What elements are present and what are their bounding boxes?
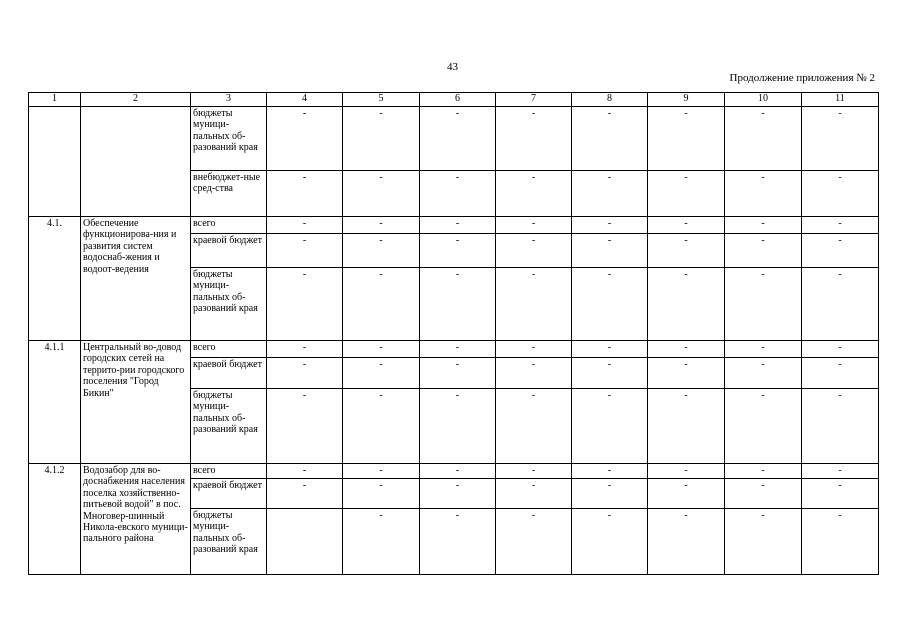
funding-source-cell: бюджеты муници-пальных об-разований края	[191, 268, 267, 341]
value-cell: -	[343, 171, 420, 217]
value-cell: -	[496, 358, 572, 389]
value-cell: -	[725, 479, 802, 509]
funding-source-cell: бюджеты муници-пальных об-разований края	[191, 509, 267, 575]
value-cell: -	[420, 509, 496, 575]
table-row	[29, 464, 879, 479]
value-cell: -	[343, 358, 420, 389]
funding-source-cell: краевой бюджет	[191, 234, 267, 268]
value-cell: -	[725, 234, 802, 268]
value-cell: -	[802, 268, 879, 341]
funding-source-cell: всего	[191, 464, 267, 479]
page-number: 43	[447, 61, 458, 73]
header-row	[29, 93, 879, 107]
value-cell: -	[420, 389, 496, 464]
value-cell: -	[648, 358, 725, 389]
value-cell: -	[496, 171, 572, 217]
budget-table	[28, 92, 879, 575]
funding-source-cell: краевой бюджет	[191, 358, 267, 389]
value-cell: -	[496, 217, 572, 234]
value-cell: -	[648, 234, 725, 268]
value-cell	[267, 509, 343, 575]
value-cell: -	[420, 171, 496, 217]
value-cell: -	[343, 389, 420, 464]
value-cell: -	[496, 341, 572, 358]
value-cell: -	[343, 268, 420, 341]
row-number-cell	[29, 107, 81, 217]
annex-caption: Продолжение приложения № 2	[729, 72, 875, 84]
value-cell: -	[572, 479, 648, 509]
value-cell: -	[572, 107, 648, 171]
value-cell: -	[572, 171, 648, 217]
value-cell: -	[496, 234, 572, 268]
value-cell: -	[648, 341, 725, 358]
value-cell: -	[420, 234, 496, 268]
column-header: 9	[648, 93, 725, 107]
table-body	[29, 107, 879, 575]
value-cell: -	[802, 171, 879, 217]
value-cell: -	[420, 107, 496, 171]
column-header: 11	[802, 93, 879, 107]
value-cell: -	[267, 107, 343, 171]
value-cell: -	[802, 341, 879, 358]
value-cell: -	[648, 171, 725, 217]
value-cell: -	[648, 217, 725, 234]
value-cell: -	[496, 268, 572, 341]
value-cell: -	[496, 389, 572, 464]
value-cell: -	[648, 464, 725, 479]
value-cell: -	[267, 217, 343, 234]
value-cell: -	[496, 107, 572, 171]
value-cell: -	[267, 341, 343, 358]
column-header: 3	[191, 93, 267, 107]
value-cell: -	[267, 358, 343, 389]
activity-name-cell: Обеспечение функционирова-ния и развития систем водоснаб-жения и водоот-ведения	[81, 217, 191, 341]
funding-source-cell: всего	[191, 341, 267, 358]
funding-source-cell: всего	[191, 217, 267, 234]
value-cell: -	[343, 479, 420, 509]
value-cell: -	[572, 358, 648, 389]
activity-name-cell: Водозабор для во-доснабжения населения поселка хозяйственно-питьевой водой" в пос. Многовер-шинный Никола-евского муници-пального района	[81, 464, 191, 575]
value-cell: -	[572, 217, 648, 234]
value-cell: -	[725, 341, 802, 358]
funding-source-cell: бюджеты муници-пальных об-разований края	[191, 389, 267, 464]
value-cell: -	[802, 217, 879, 234]
value-cell: -	[725, 464, 802, 479]
value-cell: -	[496, 509, 572, 575]
value-cell: -	[572, 234, 648, 268]
value-cell: -	[496, 479, 572, 509]
value-cell: -	[725, 358, 802, 389]
row-number-cell: 4.1.1	[29, 341, 81, 464]
activity-name-cell: Центральный во-довод городских сетей на террито-рии городского поселения "Город Бикин"	[81, 341, 191, 464]
value-cell: -	[648, 509, 725, 575]
table-row	[29, 107, 879, 171]
value-cell: -	[572, 509, 648, 575]
value-cell: -	[267, 479, 343, 509]
value-cell: -	[725, 268, 802, 341]
value-cell: -	[343, 217, 420, 234]
value-cell: -	[267, 389, 343, 464]
funding-source-cell: краевой бюджет	[191, 479, 267, 509]
value-cell: -	[802, 107, 879, 171]
value-cell: -	[725, 389, 802, 464]
value-cell: -	[267, 234, 343, 268]
value-cell: -	[648, 268, 725, 341]
funding-source-cell: бюджеты муници-пальных об-разований края	[191, 107, 267, 171]
funding-source-cell: внебюджет-ные сред-ства	[191, 171, 267, 217]
value-cell: -	[725, 107, 802, 171]
value-cell: -	[420, 479, 496, 509]
activity-name-cell	[81, 107, 191, 217]
value-cell: -	[343, 234, 420, 268]
value-cell: -	[802, 479, 879, 509]
row-number-cell: 4.1.	[29, 217, 81, 341]
row-number-cell: 4.1.2	[29, 464, 81, 575]
table-row	[29, 217, 879, 234]
value-cell: -	[725, 509, 802, 575]
column-header: 8	[572, 93, 648, 107]
value-cell: -	[420, 358, 496, 389]
value-cell: -	[648, 479, 725, 509]
column-header: 1	[29, 93, 81, 107]
column-header: 2	[81, 93, 191, 107]
value-cell: -	[802, 389, 879, 464]
table-row	[29, 341, 879, 358]
value-cell: -	[343, 509, 420, 575]
value-cell: -	[267, 464, 343, 479]
value-cell: -	[802, 464, 879, 479]
value-cell: -	[725, 217, 802, 234]
value-cell: -	[420, 464, 496, 479]
column-header: 4	[267, 93, 343, 107]
value-cell: -	[572, 389, 648, 464]
column-header: 6	[420, 93, 496, 107]
value-cell: -	[572, 268, 648, 341]
value-cell: -	[420, 341, 496, 358]
value-cell: -	[802, 234, 879, 268]
value-cell: -	[267, 268, 343, 341]
value-cell: -	[648, 107, 725, 171]
column-header: 10	[725, 93, 802, 107]
value-cell: -	[420, 268, 496, 341]
value-cell: -	[420, 217, 496, 234]
value-cell: -	[572, 341, 648, 358]
value-cell: -	[267, 171, 343, 217]
value-cell: -	[572, 464, 648, 479]
value-cell: -	[802, 358, 879, 389]
value-cell: -	[802, 509, 879, 575]
value-cell: -	[343, 464, 420, 479]
column-header: 7	[496, 93, 572, 107]
value-cell: -	[343, 107, 420, 171]
value-cell: -	[343, 341, 420, 358]
value-cell: -	[496, 464, 572, 479]
column-header: 5	[343, 93, 420, 107]
value-cell: -	[648, 389, 725, 464]
value-cell: -	[725, 171, 802, 217]
